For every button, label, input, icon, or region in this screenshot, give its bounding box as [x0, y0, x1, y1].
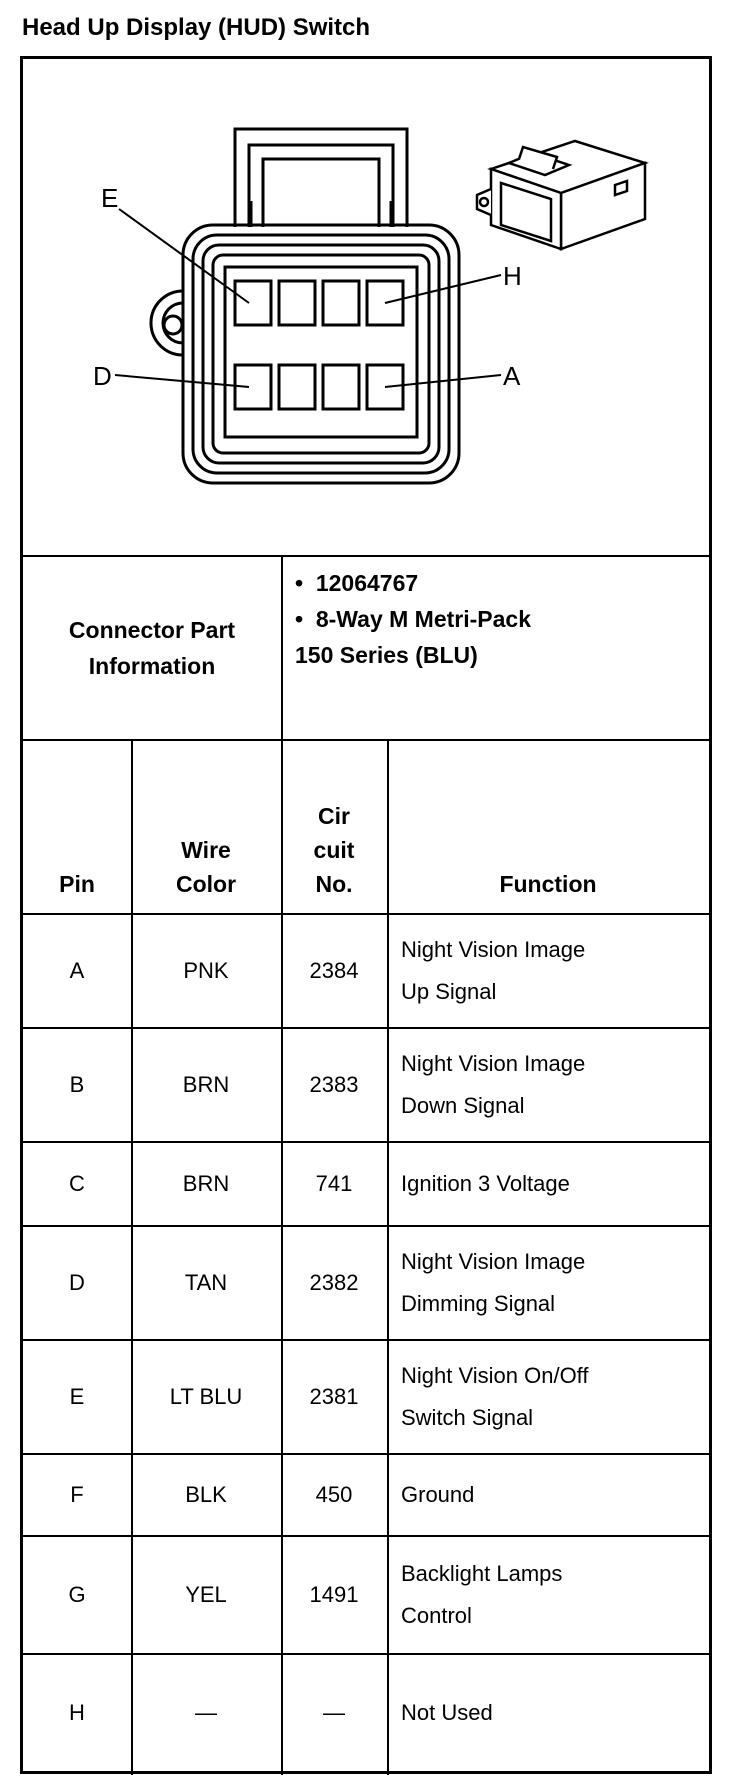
table-row-pin: G	[68, 1582, 86, 1607]
pin-label-h: H	[503, 261, 522, 291]
table-row-function: Night Vision Image Dimming Signal	[401, 1249, 586, 1316]
table-row-pin: C	[69, 1171, 85, 1196]
table-row-circuit: 450	[315, 1482, 353, 1507]
connector-info-label: Connector Part Information	[68, 617, 236, 679]
table-row-function: Ground	[401, 1482, 475, 1507]
connector-series: 150 Series (BLU)	[295, 642, 478, 668]
header-wire-color: Wire Color	[175, 837, 237, 897]
table-row-wire: LT BLU	[169, 1384, 243, 1409]
table-row-wire: BRN	[182, 1171, 230, 1196]
table-row-function: Ignition 3 Voltage	[401, 1171, 570, 1196]
table-row-wire: PNK	[183, 958, 229, 983]
table-row-function: Backlight Lamps Control	[401, 1561, 563, 1628]
table-row-pin: B	[69, 1072, 85, 1097]
table-row-wire: YEL	[185, 1582, 227, 1607]
connector-sheet	[20, 56, 712, 1774]
table-row-wire: —	[195, 1700, 217, 1725]
connector-diagram	[23, 59, 709, 555]
pin-label-a: A	[503, 361, 521, 391]
table-row-function: Night Vision Image Up Signal	[401, 937, 586, 1004]
table-row-pin: H	[69, 1700, 85, 1725]
table-row-circuit: 2381	[309, 1384, 359, 1409]
table-row-circuit: 741	[315, 1171, 353, 1196]
table-row-wire: BRN	[182, 1072, 230, 1097]
table-row-circuit: 2383	[309, 1072, 359, 1097]
pin-label-d: D	[93, 361, 112, 391]
table-row-circuit: 2382	[309, 1270, 359, 1295]
header-pin: Pin	[59, 871, 95, 897]
table-row-function: Night Vision Image Down Signal	[401, 1051, 586, 1118]
table-row-pin: E	[69, 1384, 85, 1409]
table-row-wire: BLK	[185, 1482, 227, 1507]
page-title: Head Up Display (HUD) Switch	[22, 14, 371, 41]
table-row-pin: F	[70, 1482, 84, 1507]
table-row-pin: D	[69, 1270, 85, 1295]
table-row-function: Night Vision On/Off Switch Signal	[401, 1363, 589, 1430]
connector-info-values	[295, 565, 705, 673]
table-row-circuit: 1491	[309, 1582, 359, 1607]
table-row-circuit: 2384	[309, 958, 359, 983]
header-circuit-no: Cir cuit No.	[313, 803, 355, 897]
header-function: Function	[499, 871, 597, 897]
table-row-pin: A	[69, 958, 85, 983]
table-row-circuit: —	[323, 1700, 345, 1725]
part-number: • 12064767	[295, 570, 419, 596]
table-row-wire: TAN	[184, 1270, 228, 1295]
connector-type: • 8-Way M Metri-Pack	[295, 606, 531, 632]
pin-label-e: E	[101, 183, 119, 213]
table-row-function: Not Used	[401, 1700, 493, 1725]
